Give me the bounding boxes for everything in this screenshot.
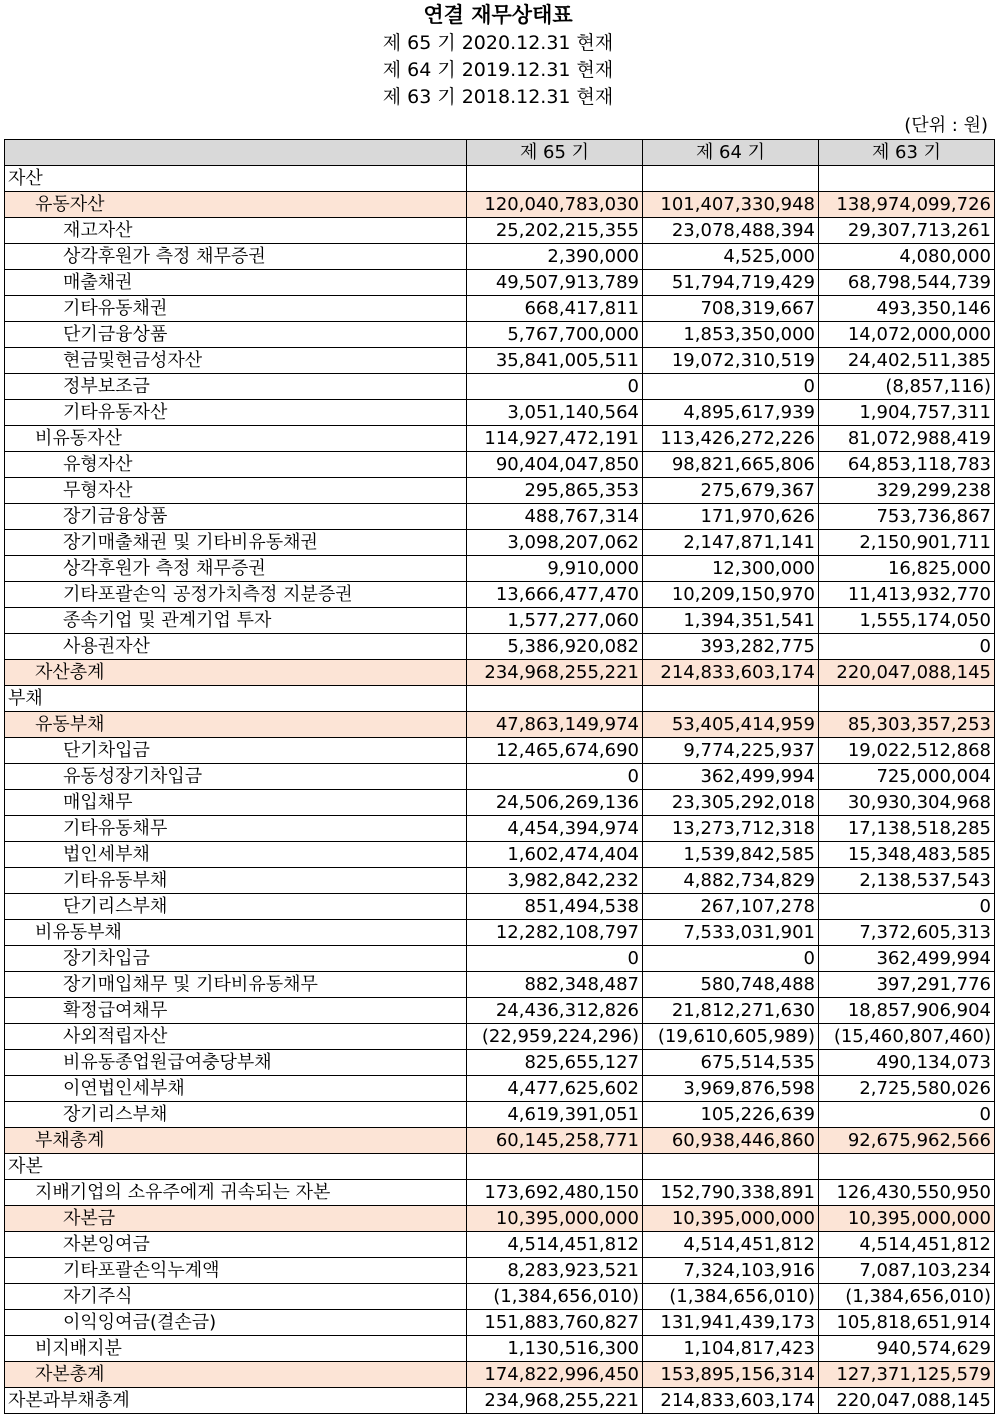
value-cell: 668,417,811 <box>467 296 643 322</box>
row-label: 현금및현금성자산 <box>5 348 467 374</box>
value-cell: (1,384,656,010) <box>819 1284 995 1310</box>
value-cell: 2,390,000 <box>467 244 643 270</box>
value-cell: 0 <box>467 374 643 400</box>
value-cell: 362,499,994 <box>643 764 819 790</box>
value-cell: 214,833,603,174 <box>643 1388 819 1414</box>
value-cell: 24,402,511,385 <box>819 348 995 374</box>
row-label: 부채 <box>5 686 467 712</box>
value-cell: 12,465,674,690 <box>467 738 643 764</box>
row-label: 부채총계 <box>5 1128 467 1154</box>
row-label: 기타포괄손익 공정가치측정 지분증권 <box>5 582 467 608</box>
row-label: 매출채권 <box>5 270 467 296</box>
value-cell: 49,507,913,789 <box>467 270 643 296</box>
value-cell: 114,927,472,191 <box>467 426 643 452</box>
table-row <box>5 946 995 972</box>
table-row <box>5 972 995 998</box>
table-row <box>5 608 995 634</box>
value-cell: (1,384,656,010) <box>467 1284 643 1310</box>
row-label: 상각후원가 측정 채무증권 <box>5 244 467 270</box>
value-cell: 9,910,000 <box>467 556 643 582</box>
value-cell: 0 <box>643 946 819 972</box>
value-cell: 1,539,842,585 <box>643 842 819 868</box>
value-cell <box>819 166 995 192</box>
statement-title: 연결 재무상태표 <box>423 3 573 27</box>
table-row <box>5 426 995 452</box>
row-label: 장기리스부채 <box>5 1102 467 1128</box>
value-cell: 113,426,272,226 <box>643 426 819 452</box>
row-label: 자본금 <box>5 1206 467 1232</box>
column-header: 제 64 기 <box>643 140 819 166</box>
value-cell: (1,384,656,010) <box>643 1284 819 1310</box>
row-label: 단기금융상품 <box>5 322 467 348</box>
value-cell: 0 <box>819 894 995 920</box>
table-row <box>5 816 995 842</box>
table-row <box>5 738 995 764</box>
row-label: 종속기업 및 관계기업 투자 <box>5 608 467 634</box>
row-label: 비유동부채 <box>5 920 467 946</box>
row-label: 자본 <box>5 1154 467 1180</box>
table-row <box>5 296 995 322</box>
value-cell: 4,619,391,051 <box>467 1102 643 1128</box>
value-cell: 30,930,304,968 <box>819 790 995 816</box>
value-cell: 19,022,512,868 <box>819 738 995 764</box>
value-cell: 131,941,439,173 <box>643 1310 819 1336</box>
value-cell: 825,655,127 <box>467 1050 643 1076</box>
value-cell: 10,395,000,000 <box>467 1206 643 1232</box>
value-cell: 3,051,140,564 <box>467 400 643 426</box>
value-cell: 16,825,000 <box>819 556 995 582</box>
value-cell: 3,982,842,232 <box>467 868 643 894</box>
value-cell: 329,299,238 <box>819 478 995 504</box>
table-row <box>5 348 995 374</box>
value-cell: 1,602,474,404 <box>467 842 643 868</box>
value-cell: 35,841,005,511 <box>467 348 643 374</box>
value-cell: 17,138,518,285 <box>819 816 995 842</box>
table-row <box>5 218 995 244</box>
value-cell: 13,273,712,318 <box>643 816 819 842</box>
value-cell: 11,413,932,770 <box>819 582 995 608</box>
row-label: 자기주식 <box>5 1284 467 1310</box>
value-cell <box>467 1154 643 1180</box>
value-cell: 90,404,047,850 <box>467 452 643 478</box>
value-cell: 13,666,477,470 <box>467 582 643 608</box>
value-cell: 9,774,225,937 <box>643 738 819 764</box>
row-label: 상각후원가 측정 채무증권 <box>5 556 467 582</box>
value-cell: 4,477,625,602 <box>467 1076 643 1102</box>
table-body <box>5 166 995 1414</box>
row-label: 재고자산 <box>5 218 467 244</box>
table-row <box>5 998 995 1024</box>
value-cell: 3,969,876,598 <box>643 1076 819 1102</box>
row-label: 유동부채 <box>5 712 467 738</box>
row-label: 단기리스부채 <box>5 894 467 920</box>
value-cell: 3,098,207,062 <box>467 530 643 556</box>
table-row <box>5 1362 995 1388</box>
table-row <box>5 530 995 556</box>
value-cell: 15,348,483,585 <box>819 842 995 868</box>
table-row <box>5 244 995 270</box>
value-cell: 7,087,103,234 <box>819 1258 995 1284</box>
value-cell: 1,555,174,050 <box>819 608 995 634</box>
value-cell: 152,790,338,891 <box>643 1180 819 1206</box>
row-label: 무형자산 <box>5 478 467 504</box>
row-label: 자본과부채총계 <box>5 1388 467 1414</box>
table-header-row <box>5 140 995 166</box>
value-cell: 174,822,996,450 <box>467 1362 643 1388</box>
table-row <box>5 1024 995 1050</box>
value-cell: 101,407,330,948 <box>643 192 819 218</box>
value-cell: 1,577,277,060 <box>467 608 643 634</box>
header-label-cell <box>5 140 467 166</box>
value-cell: 68,798,544,739 <box>819 270 995 296</box>
table-row <box>5 686 995 712</box>
row-label: 장기매입채무 및 기타비유동채무 <box>5 972 467 998</box>
value-cell: 19,072,310,519 <box>643 348 819 374</box>
row-label: 지배기업의 소유주에게 귀속되는 자본 <box>5 1180 467 1206</box>
value-cell: 214,833,603,174 <box>643 660 819 686</box>
value-cell: 1,104,817,423 <box>643 1336 819 1362</box>
table-row <box>5 478 995 504</box>
value-cell: 488,767,314 <box>467 504 643 530</box>
value-cell: 362,499,994 <box>819 946 995 972</box>
value-cell: 138,974,099,726 <box>819 192 995 218</box>
value-cell: 14,072,000,000 <box>819 322 995 348</box>
value-cell <box>467 166 643 192</box>
row-label: 장기금융상품 <box>5 504 467 530</box>
row-label: 비유동자산 <box>5 426 467 452</box>
table-row <box>5 1076 995 1102</box>
row-label: 유동성장기차입금 <box>5 764 467 790</box>
value-cell: 4,454,394,974 <box>467 816 643 842</box>
value-cell: 171,970,626 <box>643 504 819 530</box>
value-cell: 8,283,923,521 <box>467 1258 643 1284</box>
table-row <box>5 582 995 608</box>
row-label: 기타유동채무 <box>5 816 467 842</box>
value-cell: 98,821,665,806 <box>643 452 819 478</box>
table-row <box>5 374 995 400</box>
value-cell: 0 <box>819 634 995 660</box>
table-row <box>5 712 995 738</box>
value-cell: 23,305,292,018 <box>643 790 819 816</box>
row-label: 자산 <box>5 166 467 192</box>
value-cell: 12,300,000 <box>643 556 819 582</box>
value-cell: 851,494,538 <box>467 894 643 920</box>
column-header: 제 63 기 <box>819 140 995 166</box>
value-cell: 1,853,350,000 <box>643 322 819 348</box>
value-cell: 393,282,775 <box>643 634 819 660</box>
value-cell: 10,395,000,000 <box>643 1206 819 1232</box>
value-cell: 708,319,667 <box>643 296 819 322</box>
period-line: 제 64 기 2019.12.31 현재 <box>382 59 614 81</box>
value-cell: 7,324,103,916 <box>643 1258 819 1284</box>
row-label: 자본총계 <box>5 1362 467 1388</box>
value-cell: 60,938,446,860 <box>643 1128 819 1154</box>
table-row <box>5 1232 995 1258</box>
row-label: 확정급여채무 <box>5 998 467 1024</box>
value-cell: 2,138,537,543 <box>819 868 995 894</box>
row-label: 장기차입금 <box>5 946 467 972</box>
value-cell: 127,371,125,579 <box>819 1362 995 1388</box>
table-row <box>5 894 995 920</box>
row-label: 비유동종업원급여충당부채 <box>5 1050 467 1076</box>
value-cell: 4,080,000 <box>819 244 995 270</box>
value-cell: 18,857,906,904 <box>819 998 995 1024</box>
value-cell: 23,078,488,394 <box>643 218 819 244</box>
table-row <box>5 790 995 816</box>
value-cell: 580,748,488 <box>643 972 819 998</box>
table-row <box>5 400 995 426</box>
value-cell: 753,736,867 <box>819 504 995 530</box>
value-cell: 47,863,149,974 <box>467 712 643 738</box>
row-label: 법인세부채 <box>5 842 467 868</box>
table-row <box>5 1284 995 1310</box>
row-label: 이연법인세부채 <box>5 1076 467 1102</box>
value-cell: 51,794,719,429 <box>643 270 819 296</box>
row-label: 이익잉여금(결손금) <box>5 1310 467 1336</box>
value-cell: 275,679,367 <box>643 478 819 504</box>
row-label: 사용권자산 <box>5 634 467 660</box>
value-cell: 64,853,118,783 <box>819 452 995 478</box>
value-cell: (22,959,224,296) <box>467 1024 643 1050</box>
value-cell: 7,533,031,901 <box>643 920 819 946</box>
value-cell: 10,209,150,970 <box>643 582 819 608</box>
value-cell: 4,882,734,829 <box>643 868 819 894</box>
value-cell: 4,895,617,939 <box>643 400 819 426</box>
table-row <box>5 1180 995 1206</box>
value-cell: 126,430,550,950 <box>819 1180 995 1206</box>
row-label: 정부보조금 <box>5 374 467 400</box>
value-cell <box>643 686 819 712</box>
value-cell: 151,883,760,827 <box>467 1310 643 1336</box>
value-cell: 1,394,351,541 <box>643 608 819 634</box>
table-row <box>5 1258 995 1284</box>
value-cell: 4,514,451,812 <box>643 1232 819 1258</box>
table-row <box>5 634 995 660</box>
unit-label: (단위 : 원) <box>904 115 988 136</box>
value-cell: 0 <box>467 946 643 972</box>
row-label: 사외적립자산 <box>5 1024 467 1050</box>
table-row <box>5 556 995 582</box>
value-cell: 5,386,920,082 <box>467 634 643 660</box>
value-cell: 24,436,312,826 <box>467 998 643 1024</box>
value-cell: 4,525,000 <box>643 244 819 270</box>
value-cell: 882,348,487 <box>467 972 643 998</box>
value-cell <box>643 166 819 192</box>
row-label: 기타유동채권 <box>5 296 467 322</box>
balance-sheet-table <box>4 139 995 1414</box>
value-cell: 2,147,871,141 <box>643 530 819 556</box>
row-label: 비지배지분 <box>5 1336 467 1362</box>
table-row <box>5 322 995 348</box>
table-row <box>5 1154 995 1180</box>
value-cell: 4,514,451,812 <box>467 1232 643 1258</box>
table-row <box>5 868 995 894</box>
value-cell: 25,202,215,355 <box>467 218 643 244</box>
table-row <box>5 504 995 530</box>
value-cell: 5,767,700,000 <box>467 322 643 348</box>
table-row <box>5 1336 995 1362</box>
row-label: 기타포괄손익누계액 <box>5 1258 467 1284</box>
value-cell <box>819 1154 995 1180</box>
value-cell: 725,000,004 <box>819 764 995 790</box>
value-cell: 153,895,156,314 <box>643 1362 819 1388</box>
value-cell: 234,968,255,221 <box>467 1388 643 1414</box>
value-cell: 105,818,651,914 <box>819 1310 995 1336</box>
table-row <box>5 270 995 296</box>
row-label: 단기차입금 <box>5 738 467 764</box>
value-cell: 60,145,258,771 <box>467 1128 643 1154</box>
value-cell: 675,514,535 <box>643 1050 819 1076</box>
value-cell: 4,514,451,812 <box>819 1232 995 1258</box>
table-row <box>5 842 995 868</box>
row-label: 자본잉여금 <box>5 1232 467 1258</box>
value-cell <box>643 1154 819 1180</box>
value-cell: 21,812,271,630 <box>643 998 819 1024</box>
value-cell: 1,130,516,300 <box>467 1336 643 1362</box>
table-row <box>5 452 995 478</box>
table-row <box>5 192 995 218</box>
value-cell: 493,350,146 <box>819 296 995 322</box>
table-row <box>5 1206 995 1232</box>
table-row <box>5 1310 995 1336</box>
value-cell: (19,610,605,989) <box>643 1024 819 1050</box>
table-row <box>5 1050 995 1076</box>
table-row <box>5 764 995 790</box>
value-cell: 295,865,353 <box>467 478 643 504</box>
value-cell: 10,395,000,000 <box>819 1206 995 1232</box>
value-cell: 1,904,757,311 <box>819 400 995 426</box>
value-cell: 12,282,108,797 <box>467 920 643 946</box>
value-cell: 2,725,580,026 <box>819 1076 995 1102</box>
value-cell: 120,040,783,030 <box>467 192 643 218</box>
value-cell: 29,307,713,261 <box>819 218 995 244</box>
table-row <box>5 166 995 192</box>
period-line: 제 63 기 2018.12.31 현재 <box>382 86 614 108</box>
value-cell: 173,692,480,150 <box>467 1180 643 1206</box>
column-header: 제 65 기 <box>467 140 643 166</box>
value-cell: 220,047,088,145 <box>819 660 995 686</box>
value-cell: (8,857,116) <box>819 374 995 400</box>
value-cell: 53,405,414,959 <box>643 712 819 738</box>
value-cell: 81,072,988,419 <box>819 426 995 452</box>
value-cell: 24,506,269,136 <box>467 790 643 816</box>
period-line: 제 65 기 2020.12.31 현재 <box>382 32 614 54</box>
value-cell: 85,303,357,253 <box>819 712 995 738</box>
value-cell: 0 <box>819 1102 995 1128</box>
row-label: 매입채무 <box>5 790 467 816</box>
row-label: 장기매출채권 및 기타비유동채권 <box>5 530 467 556</box>
row-label: 유동자산 <box>5 192 467 218</box>
table-row <box>5 1102 995 1128</box>
value-cell: 92,675,962,566 <box>819 1128 995 1154</box>
value-cell <box>819 686 995 712</box>
row-label: 기타유동자산 <box>5 400 467 426</box>
table-row <box>5 1128 995 1154</box>
table-row <box>5 660 995 686</box>
table-row <box>5 920 995 946</box>
table-row <box>5 1388 995 1414</box>
value-cell: 0 <box>467 764 643 790</box>
row-label: 자산총계 <box>5 660 467 686</box>
value-cell: 267,107,278 <box>643 894 819 920</box>
row-label: 유형자산 <box>5 452 467 478</box>
value-cell: 2,150,901,711 <box>819 530 995 556</box>
value-cell: 220,047,088,145 <box>819 1388 995 1414</box>
value-cell: 105,226,639 <box>643 1102 819 1128</box>
row-label: 기타유동부채 <box>5 868 467 894</box>
value-cell: (15,460,807,460) <box>819 1024 995 1050</box>
value-cell: 234,968,255,221 <box>467 660 643 686</box>
value-cell: 0 <box>643 374 819 400</box>
value-cell: 7,372,605,313 <box>819 920 995 946</box>
value-cell: 397,291,776 <box>819 972 995 998</box>
value-cell: 490,134,073 <box>819 1050 995 1076</box>
value-cell <box>467 686 643 712</box>
value-cell: 940,574,629 <box>819 1336 995 1362</box>
